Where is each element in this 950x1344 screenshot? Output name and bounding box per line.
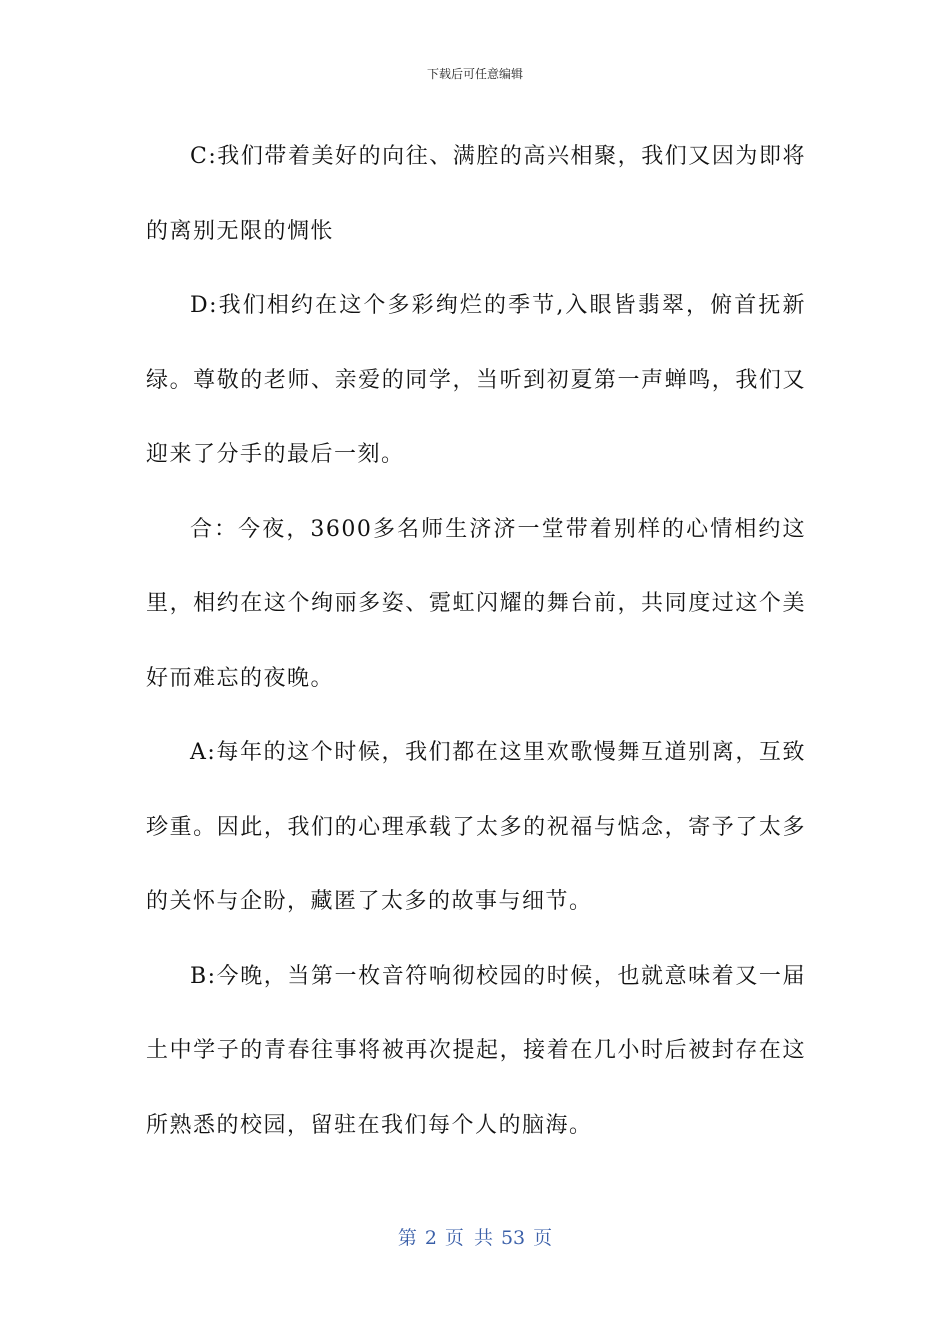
- footer-middle: 页 共: [444, 1227, 493, 1249]
- footer-page-total: 53: [500, 1227, 526, 1249]
- paragraph-b: B:今晚，当第一枚音符响彻校园的时候，也就意味着又一届土中学子的青春往事将被再次提起，接着在几小时后被封存在这所熟悉的校园，留驻在我们每个人的脑海。: [146, 963, 806, 1138]
- paragraph-a: A:每年的这个时候，我们都在这里欢歌慢舞互道别离，互致珍重。因此，我们的心理承载了太多的祝福与惦念，寄予了太多的关怀与企盼，藏匿了太多的故事与细节。: [146, 740, 806, 914]
- page-footer: [0, 1226, 950, 1250]
- paragraph-d: D:我们相约在这个多彩绚烂的季节,入眼皆翡翠，俯首抚新绿。尊敬的老师、亲爱的同学，当听到初夏第一声蝉鸣，我们又迎来了分手的最后一刻。: [146, 293, 806, 467]
- body-text: [146, 120, 806, 1163]
- footer-suffix: 页: [533, 1227, 553, 1249]
- page-header: 下载后可任意编辑: [426, 67, 523, 81]
- paragraph-he: 合：今夜，3600多名师生济济一堂带着别样的心情相约这里，相约在这个绚丽多姿、霓虹闪耀的舞台前，共同度过这个美好而难忘的夜晚。: [146, 516, 806, 691]
- paragraph-c: C:我们带着美好的向往、满腔的高兴相聚，我们又因为即将的离别无限的惆怅: [146, 144, 806, 244]
- footer-prefix: 第: [397, 1227, 417, 1249]
- footer-page-current: 2: [424, 1227, 437, 1249]
